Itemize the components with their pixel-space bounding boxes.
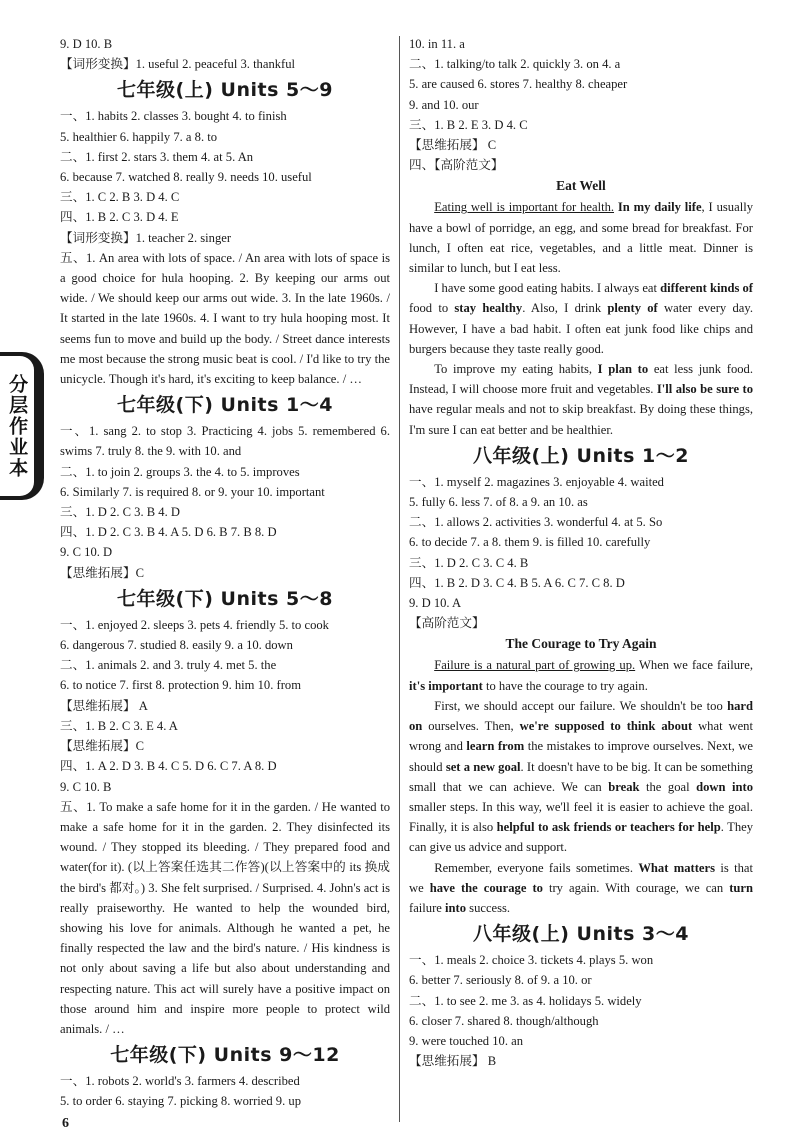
- answer-line: 一、1. robots 2. world's 3. farmers 4. described: [60, 1074, 300, 1089]
- essay-text: failure: [409, 900, 446, 915]
- answer-line: 三、1. D 2. C 3. B 4. D: [60, 505, 180, 520]
- essay-phrase: What matters: [638, 860, 716, 875]
- essay-text: smaller steps. In this way, we'll feel it is easier to achieve the goal. Finally, it is also: [409, 799, 753, 835]
- side-tab: [0, 352, 44, 500]
- essay-text: , I usually have a bowl of porridge, an egg, and some bread for breakfast. For lunch, I often eat rice, vegetables, and a little meat. Dinner is similar to lunch, but I eat less.: [409, 200, 753, 276]
- essay-text: food to: [409, 301, 455, 316]
- essay-phrase: learn from: [466, 739, 525, 754]
- answer-line: 【高阶范文】: [409, 616, 485, 631]
- answer-line: 9. C 10. B: [60, 779, 112, 794]
- left-column: [60, 34, 390, 1112]
- answer-line: 9. were touched 10. an: [409, 1033, 524, 1048]
- essay-paragraph: [409, 197, 753, 278]
- answer-line: 三、1. D 2. C 3. C 4. B: [409, 555, 529, 570]
- answer-line: 10. in 11. a: [409, 37, 465, 51]
- answer-line: 四、【高阶范文】: [409, 158, 504, 173]
- essay-text: the goal: [639, 779, 697, 794]
- essay-text: ourselves. Then,: [422, 719, 520, 734]
- page-number: 6: [62, 1116, 69, 1131]
- essay-phrase: helpful to ask friends or teachers for help: [496, 820, 721, 835]
- section-heading: 七年级(下) Units 9～12: [110, 1044, 340, 1067]
- answer-line: 6. because 7. watched 8. really 9. needs 10. useful: [60, 170, 312, 185]
- essay-title: The Courage to Try Again: [505, 636, 657, 652]
- essay-text: Remember, everyone fails sometimes.: [434, 860, 639, 875]
- section-heading: 八年级(上) Units 1～2: [473, 444, 689, 467]
- essay-text: success.: [466, 900, 511, 915]
- essay-text: To improve my eating habits,: [434, 362, 598, 377]
- answer-line: 5. are caused 6. stores 7. healthy 8. cheaper: [409, 77, 628, 92]
- essay-text: . They can give us advice and support.: [409, 820, 754, 855]
- essay-title: Eat Well: [556, 178, 606, 194]
- essay-text: water every day. However, I have a bad habit. I often eat junk food like chips and burgers because they taste really good.: [409, 301, 753, 356]
- answer-line: 5. to order 6. staying 7. picking 8. worried 9. up: [60, 1094, 301, 1109]
- essay-phrase: I plan to: [597, 362, 649, 377]
- essay-phrase: stay healthy: [454, 301, 523, 316]
- answer-line: 6. better 7. seriously 8. of 9. a 10. or: [409, 973, 592, 988]
- answer-line: 一、1. myself 2. magazines 3. enjoyable 4. waited: [409, 474, 664, 489]
- essay-text: have regular meals and not to skip breakfast. By doing these things, I'm sure I can eat better and be healthier.: [409, 402, 753, 437]
- answer-line: 【思维拓展】C: [60, 739, 144, 754]
- answer-line: 四、1. A 2. D 3. B 4. C 5. D 6. C 7. A 8. D: [60, 759, 277, 774]
- answer-line: 二、1. talking/to talk 2. quickly 3. on 4. a: [409, 57, 621, 72]
- essay-phrase: plenty of: [607, 301, 658, 316]
- essay-text: . It doesn't have to be big. It can be something small that we can achieve. We can: [409, 759, 753, 794]
- answer-line: 【思维拓展】 B: [409, 1054, 497, 1069]
- essay-phrase: set a new goal: [445, 759, 521, 774]
- answer-line: 【思维拓展】 A: [60, 698, 148, 713]
- essay-paragraph: [409, 655, 753, 695]
- answer-line: 【词形变换】1. teacher 2. singer: [60, 230, 232, 245]
- answer-paragraph: 五、1. To make a safe home for it in the garden. / He wanted to make a safe home for it in the garden. 2. They disinfected its wound. / They stopped its bleeding. / They prepared food and water(for it). (以上答案任选其二作答)(以上答案中的 its 换成 the bird's 都对。) 3. She felt surprised. / Surprised. 4. John's act is really praiseworthy. He wanted to help the wounded bird, showing his love for animals. Although he wanted a pet, he finally respected the law and the bird's nature. / His kindness is not only about saving a life but also about understanding and respecting nature. This act will surely have a positive impact on those around him and inspire more people to protect wild animals. / …: [60, 799, 390, 1036]
- side-tab-label: 分层作业本: [6, 373, 29, 479]
- answer-line: 一、1. habits 2. classes 3. bought 4. to finish: [60, 109, 287, 124]
- answer-line: 三、1. C 2. B 3. D 4. C: [60, 190, 180, 205]
- answer-line: 【思维拓展】 C: [409, 138, 497, 153]
- essay-text: try again. With courage, we can: [542, 880, 730, 895]
- answer-line: 5. fully 6. less 7. of 8. a 9. an 10. as: [409, 495, 588, 510]
- essay-phrase: down into: [696, 779, 754, 794]
- section-heading: 八年级(上) Units 3～4: [473, 923, 689, 946]
- answer-line: 一、1. enjoyed 2. sleeps 3. pets 4. friendly 5. to cook: [60, 617, 329, 632]
- answer-line: 四、1. B 2. C 3. D 4. E: [60, 210, 179, 225]
- essay-topic-sentence: Failure is a natural part of growing up.: [434, 658, 636, 673]
- answer-line: 二、1. allows 2. activities 3. wonderful 4. at 5. So: [409, 515, 663, 530]
- answer-line: 一、1. meals 2. choice 3. tickets 4. plays 5. won: [409, 953, 654, 968]
- answer-line: 四、1. B 2. D 3. C 4. B 5. A 6. C 7. C 8. D: [409, 575, 625, 590]
- answer-line: 6. to notice 7. first 8. protection 9. him 10. from: [60, 678, 301, 693]
- answer-line: 9. C 10. D: [60, 545, 113, 560]
- essay-phrase: In my daily life: [617, 200, 702, 215]
- essay-text: to have the courage to try again.: [482, 678, 648, 693]
- answer-line: 9. D 10. B: [60, 37, 113, 51]
- answer-line: 6. closer 7. shared 8. though/although: [409, 1013, 599, 1028]
- essay-text: is that we: [409, 860, 753, 895]
- essay-phrase: into: [445, 900, 467, 915]
- answer-line: 6. dangerous 7. studied 8. easily 9. a 10. down: [60, 638, 293, 653]
- essay-phrase: turn: [729, 880, 753, 895]
- answer-line: 9. D 10. A: [409, 596, 462, 611]
- essay-text: First, we should accept our failure. We shouldn't be too: [434, 698, 728, 713]
- right-column: [409, 34, 753, 1071]
- essay-phrase: I'll also be sure to: [656, 382, 753, 397]
- essay-text: eat less junk food. Instead, I will choose more fruit and vegetables.: [409, 362, 753, 397]
- answer-line: 6. Similarly 7. is required 8. or 9. your 10. important: [60, 484, 325, 499]
- answer-line: 二、1. first 2. stars 3. them 4. at 5. An: [60, 149, 254, 164]
- answer-paragraph: 一、1. sang 2. to stop 3. Practicing 4. jobs 5. remembered 6. swims 7. truly 8. the 9. with 10. and: [60, 424, 390, 459]
- column-divider: [399, 36, 400, 1122]
- answer-line: 9. and 10. our: [409, 97, 479, 112]
- answer-line: 6. to decide 7. a 8. them 9. is filled 10. carefully: [409, 535, 651, 550]
- essay-text: . Also, I drink: [522, 301, 608, 316]
- answer-line: 二、1. to see 2. me 3. as 4. holidays 5. widely: [409, 993, 642, 1008]
- essay-phrase: break: [608, 779, 640, 794]
- answer-line: 三、1. B 2. C 3. E 4. A: [60, 718, 178, 733]
- essay-paragraph: [409, 858, 753, 919]
- essay-topic-sentence: Eating well is important for health.: [434, 200, 615, 215]
- answer-line: 【词形变换】1. useful 2. peaceful 3. thankful: [60, 57, 296, 72]
- answer-line: 二、1. to join 2. groups 3. the 4. to 5. improves: [60, 464, 300, 479]
- essay-text: what went wrong and: [409, 719, 753, 754]
- essay-text: When we face failure,: [635, 658, 753, 673]
- essay-paragraph: [409, 359, 753, 440]
- essay-text: the mistakes to improve ourselves. Next, we should: [409, 739, 753, 774]
- essay-phrase: different kinds of: [660, 281, 753, 296]
- essay-paragraph: [409, 278, 753, 359]
- answer-line: 5. healthier 6. happily 7. a 8. to: [60, 129, 218, 144]
- essay-paragraph: [409, 696, 753, 858]
- essay-phrase: have the courage to: [429, 880, 543, 895]
- essay-text: I have some good eating habits. I always eat: [434, 281, 661, 296]
- essay-phrase: we're supposed to think about: [519, 719, 693, 734]
- side-tab-label-box: [0, 356, 34, 496]
- section-heading: 七年级(上) Units 5～9: [117, 79, 333, 102]
- section-heading: 七年级(下) Units 5～8: [117, 587, 333, 610]
- answer-line: 三、1. B 2. E 3. D 4. C: [409, 117, 528, 132]
- section-heading: 七年级(下) Units 1～4: [117, 394, 333, 417]
- answer-line: 二、1. animals 2. and 3. truly 4. met 5. the: [60, 658, 277, 673]
- answer-line: 四、1. D 2. C 3. B 4. A 5. D 6. B 7. B 8. D: [60, 525, 277, 540]
- essay-phrase: it's important: [409, 678, 483, 693]
- essay-phrase: hard on: [409, 698, 753, 734]
- answer-paragraph: 五、1. An area with lots of space. / An area with lots of space is a good choice for hula hooping. 2. By keeping our arms out wide. / We should keep our arms out wide. 3. In the late 1960s. / It started in the late 1960s. 4. I want to try hula hooping most. It seems fun to move and build up the body. / Street dance interests me most because the strong music beat is cool. / I'd like to try the unicycle. Though it's hard, it's exciting to keep balance. / …: [60, 250, 390, 387]
- answer-line: 【思维拓展】C: [60, 565, 144, 580]
